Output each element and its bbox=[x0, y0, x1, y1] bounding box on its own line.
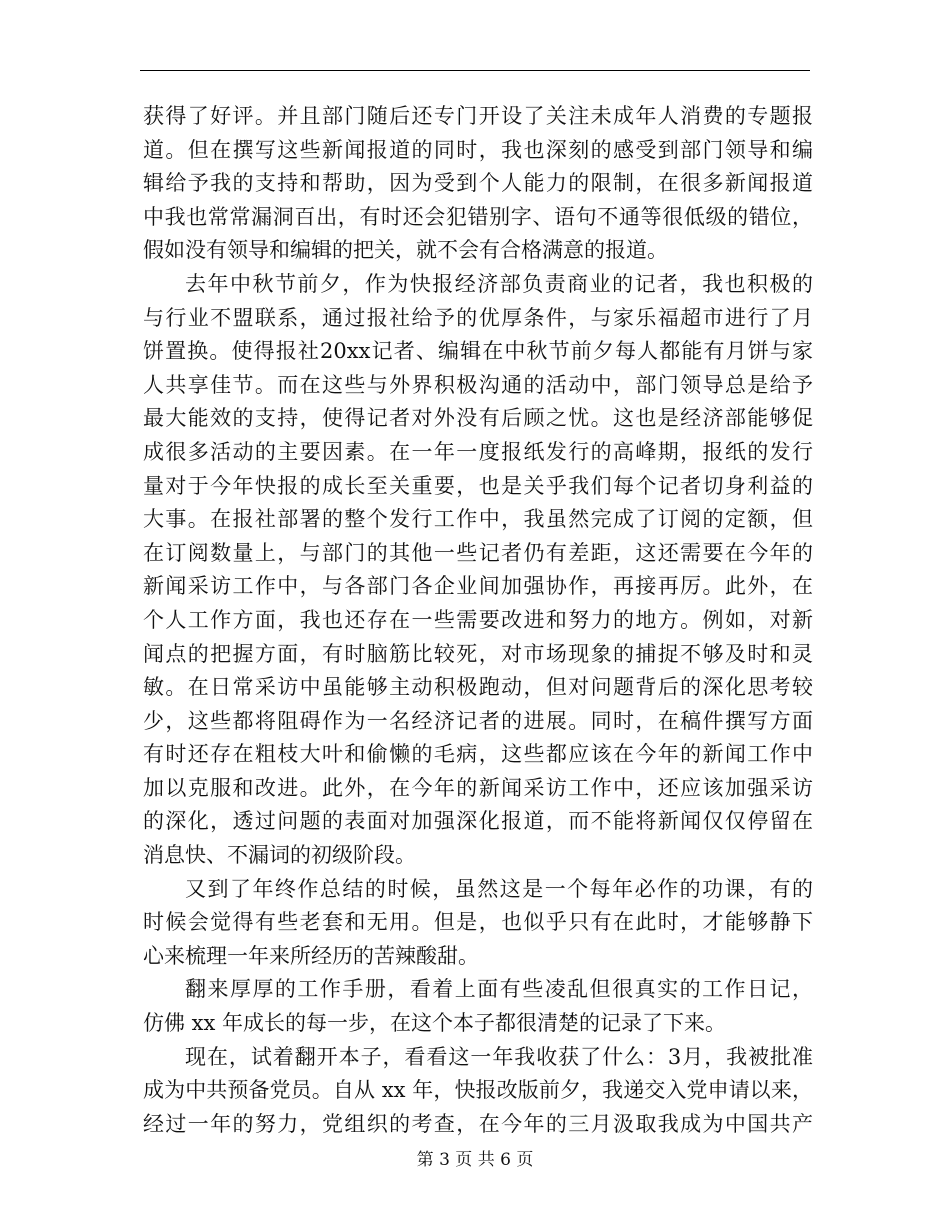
text-line: 辑给予我的支持和帮助，因为受到个人能力的限制，在很多新闻报道 bbox=[143, 171, 813, 196]
text-line: 成为中共预备党员。自从 xx 年，快报改版前夕，我递交入党申请以来， bbox=[143, 1078, 813, 1103]
page-footer: 第 3 页 共 6 页 bbox=[416, 1150, 534, 1170]
header-rule bbox=[140, 70, 810, 71]
text-line: 敏。在日常采访中虽能够主动积极跑动，但对问题背后的深化思考较 bbox=[143, 675, 813, 700]
text-line: 成很多活动的主要因素。在一年一度报纸发行的高峰期，报纸的发行 bbox=[143, 439, 813, 464]
text-line: 有时还存在粗枝大叶和偷懒的毛病，这些都应该在今年的新闻工作中 bbox=[143, 742, 813, 767]
text-line: 又到了年终作总结的时候，虽然这是一个每年必作的功课，有的 bbox=[185, 876, 813, 901]
text-line: 与行业不盟联系，通过报社给予的优厚条件，与家乐福超市进行了月 bbox=[143, 305, 813, 330]
text-line: 少，这些都将阻碍作为一名经济记者的进展。同时，在稿件撰写方面 bbox=[143, 708, 813, 733]
text-line: 道。但在撰写这些新闻报道的同时，我也深刻的感受到部门领导和编 bbox=[143, 137, 813, 162]
text-line: 时候会觉得有些老套和无用。但是，也似乎只有在此时，才能够静下 bbox=[143, 910, 813, 935]
text-line: 现在，试着翻开本子，看看这一年我收获了什么：3月，我被批准 bbox=[185, 1044, 813, 1069]
text-line: 饼置换。使得报社20xx记者、编辑在中秋节前夕每人都能有月饼与家 bbox=[143, 339, 813, 364]
text-line: 获得了好评。并且部门随后还专门开设了关注未成年人消费的专题报 bbox=[143, 104, 813, 128]
text-line: 的深化，透过问题的表面对加强深化报道，而不能将新闻仅仅停留在 bbox=[143, 809, 813, 834]
text-line: 消息快、不漏词的初级阶段。 bbox=[143, 843, 416, 868]
text-line: 闻点的把握方面，有时脑筋比较死，对市场现象的捕捉不够及时和灵 bbox=[143, 641, 813, 666]
text-line: 新闻采访工作中，与各部门各企业间加强协作，再接再厉。此外，在 bbox=[143, 574, 813, 599]
text-line: 经过一年的努力，党组织的考查，在今年的三月汲取我成为中国共产 bbox=[143, 1111, 813, 1136]
text-line: 去年中秋节前夕，作为快报经济部负责商业的记者，我也积极的 bbox=[185, 271, 813, 296]
text-line: 大事。在报社部署的整个发行工作中，我虽然完成了订阅的定额，但 bbox=[143, 507, 813, 532]
text-line: 中我也常常漏洞百出，有时还会犯错别字、语句不通等很低级的错位， bbox=[143, 204, 813, 229]
text-line: 在订阅数量上，与部门的其他一些记者仍有差距，这还需要在今年的 bbox=[143, 540, 813, 565]
text-line: 心来梳理一年来所经历的苦辣酸甜。 bbox=[143, 943, 479, 968]
text-line: 翻来厚厚的工作手册，看着上面有些凌乱但很真实的工作日记， bbox=[185, 977, 813, 1002]
text-line: 量对于今年快报的成长至关重要，也是关乎我们每个记者切身利益的 bbox=[143, 473, 813, 498]
text-line: 人共享佳节。而在这些与外界积极沟通的活动中，部门领导总是给予 bbox=[143, 372, 813, 397]
text-line: 个人工作方面，我也还存在一些需要改进和努力的地方。例如，对新 bbox=[143, 607, 813, 632]
text-line: 仿佛 xx 年成长的每一步，在这个本子都很清楚的记录了下来。 bbox=[143, 1011, 727, 1036]
text-line: 假如没有领导和编辑的把关，就不会有合格满意的报道。 bbox=[143, 238, 668, 263]
body-text bbox=[143, 100, 813, 1141]
text-line: 最大能效的支持，使得记者对外没有后顾之忧。这也是经济部能够促 bbox=[143, 406, 813, 431]
text-line: 加以克服和改进。此外，在今年的新闻采访工作中，还应该加强采访 bbox=[143, 775, 813, 800]
